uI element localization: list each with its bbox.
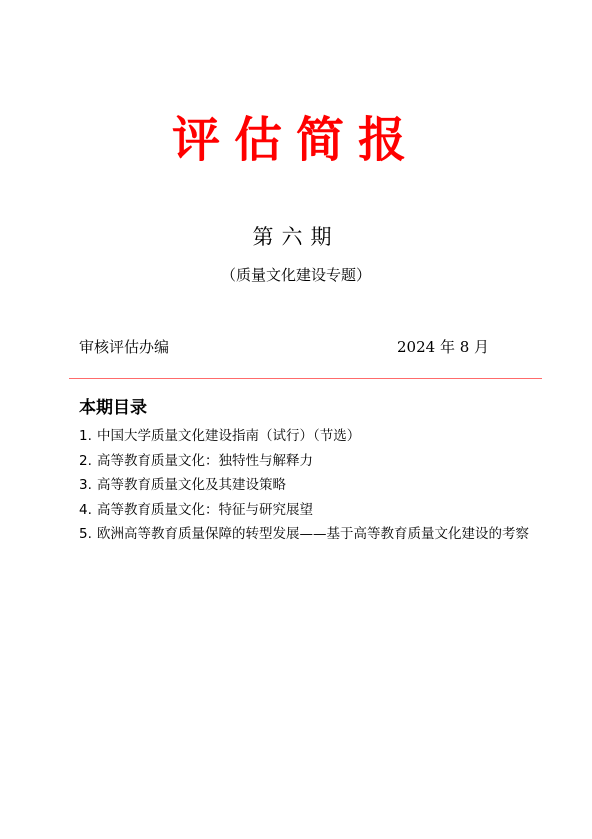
toc-item-number: 2. [79,452,92,469]
toc-item [79,424,529,449]
meta-row [79,336,499,358]
bulletin-title: 评估简报 [171,112,420,168]
toc-item-number: 3. [79,477,92,493]
header-divider [69,378,542,379]
toc-item [79,473,529,498]
toc-item [79,449,529,474]
publish-date: 2024 年 8 月 [397,338,490,356]
toc-item [79,498,529,523]
publisher: 审核评估办编 [79,338,170,356]
toc-item-number: 4. [79,501,92,518]
toc-item-number: 5. [79,526,92,542]
issue-subject: （质量文化建设专题） [220,266,371,284]
toc-item-text: 高等教育质量文化及其建设策略 [97,477,286,493]
toc-item-number: 1. [79,428,92,444]
toc-item-text: 中国大学质量文化建设指南（试行）（节选） [97,428,361,444]
toc-item-text: 欧洲高等教育质量保障的转型发展——基于高等教育质量文化建设的考察 [97,526,529,542]
toc-list [79,424,529,547]
toc-item-text: 高等教育质量文化：特征与研究展望 [97,501,313,518]
toc-heading: 本期目录 [79,398,147,418]
toc-item [79,522,529,547]
toc-item-text: 高等教育质量文化：独特性与解释力 [97,452,313,469]
issue-number: 第六期 [252,225,340,249]
